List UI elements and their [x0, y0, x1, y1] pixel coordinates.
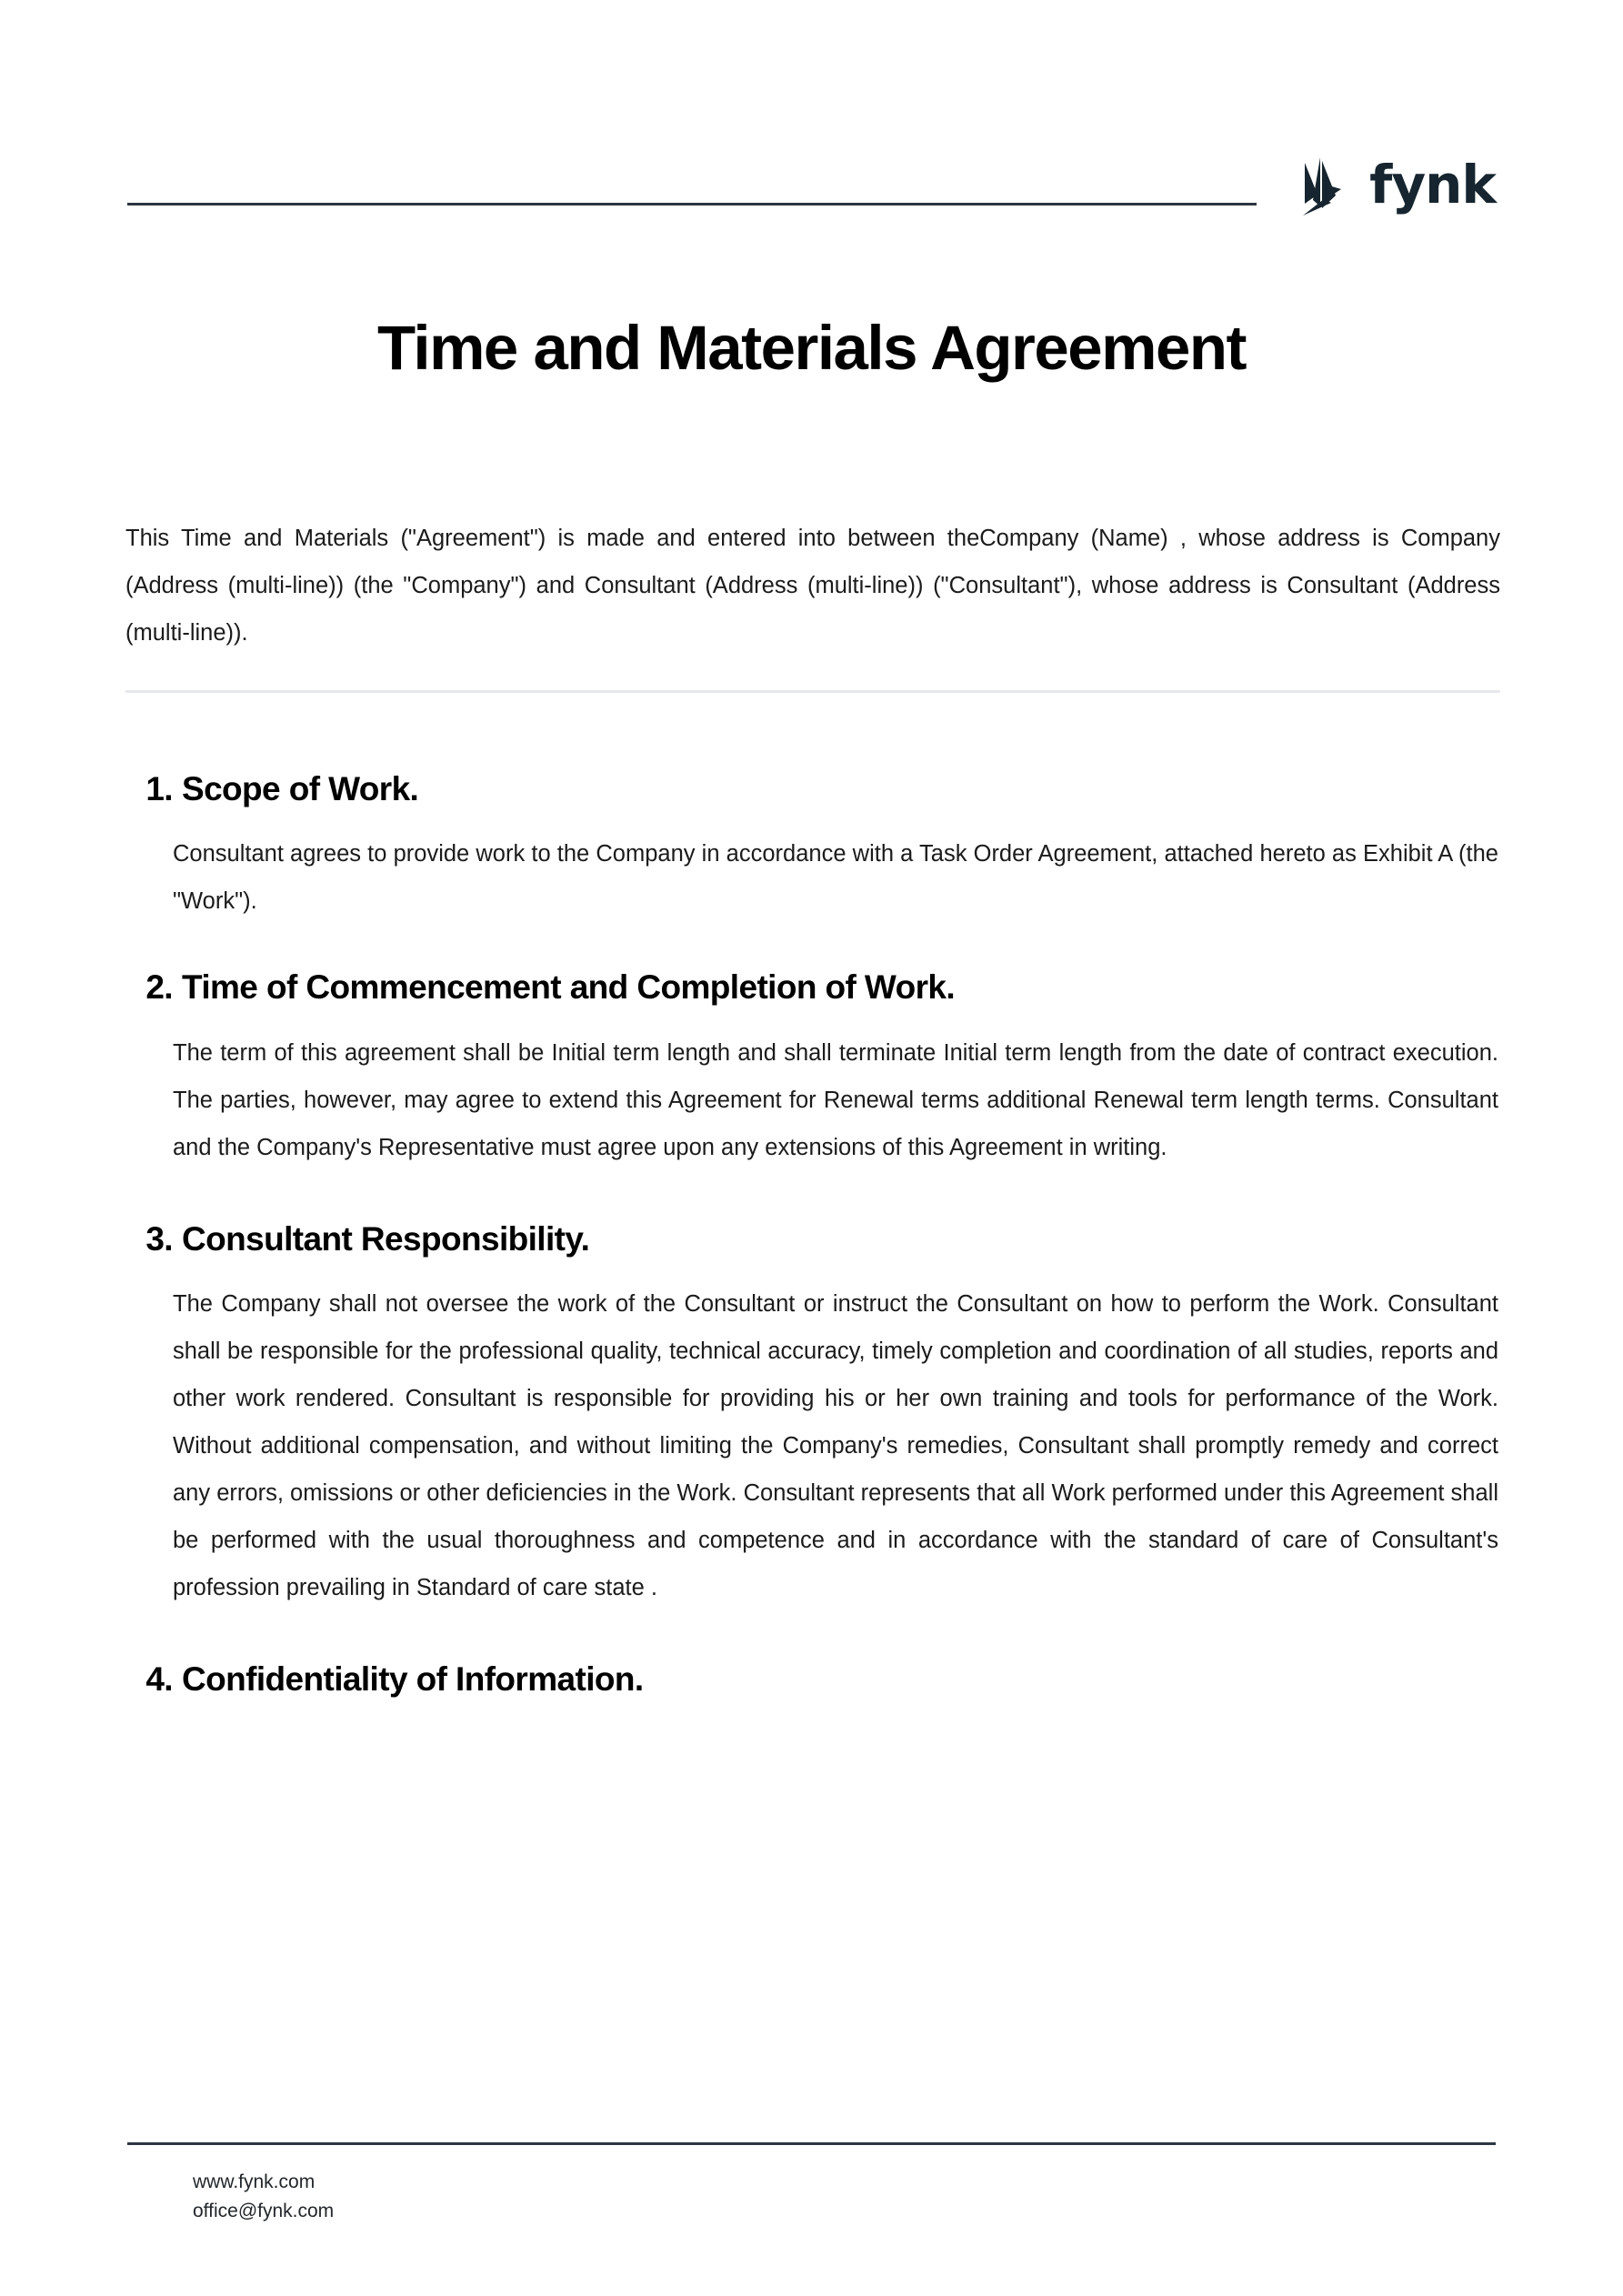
- section-number: 3.: [145, 1219, 173, 1258]
- section-confidentiality-of-information: [0, 1659, 1623, 1700]
- brand-logo: [1293, 152, 1496, 221]
- section-title: Scope of Work.: [182, 770, 419, 807]
- section-spacer: [0, 925, 1623, 967]
- footer-website: www.fynk.com: [193, 2171, 316, 2192]
- header-divider: [127, 203, 1257, 206]
- section-body: The Company shall not oversee the work of the Consultant or instruct the Consultant on how to perform the Work. Consultant shall be responsible for the professional quality, technical accuracy, timely completion and coordination of all studies, reports and other work rendered. Consultant is responsible for providing his or her own training and tools for performance of the Work. Without additional compensation, and without limiting the Company's remedies, Consultant shall promptly remedy and correct any errors, omissions or other deficiencies in the Work. Consultant represents that all Work performed under this Agreement shall be performed with the usual thoroughness and competence and in accordance with the standard of care of Consultant's profession prevailing in Standard of care state .: [173, 1290, 1498, 1600]
- section-number: 1.: [145, 770, 173, 807]
- section-title: Confidentiality of Information.: [182, 1659, 644, 1698]
- page-title: Time and Materials Agreement: [377, 313, 1246, 383]
- section-body: The term of this agreement shall be Initial term length and shall terminate Initial term length from the date of contract execution. The parties, however, may agree to extend this Agreement for Renewal terms additional Renewal term length terms. Consultant and the Company's Representative must agree upon any extensions of this Agreement in writing.: [173, 1039, 1498, 1160]
- section-number: 2.: [145, 968, 173, 1007]
- section-body: Consultant agrees to provide work to the Company in accordance with a Task Order Agreement, attached hereto as Exhibit A (the "Work").: [173, 841, 1498, 915]
- section-number: 4.: [145, 1659, 173, 1698]
- section-heading: [0, 768, 1623, 810]
- footer-email: office@fynk.com: [193, 2201, 335, 2221]
- intro-paragraph: This Time and Materials ("Agreement") is made and entered into between theCompany (Name) , whose address is Company (Address (multi-line)) (the "Company") and Consultant (Address (multi-line)) ("Consultant"), whose address is Consultant (Address (multi-line)).: [125, 526, 1500, 646]
- section-spacer: [0, 1171, 1623, 1218]
- section-heading: [0, 1218, 1623, 1260]
- section-heading: [0, 1659, 1623, 1700]
- section-scope-of-work: [0, 768, 1623, 925]
- page-header: [127, 145, 1496, 227]
- page-footer: [193, 2168, 334, 2226]
- section-heading: [0, 967, 1623, 1008]
- section-spacer: [0, 1611, 1623, 1659]
- section-title: Time of Commencement and Completion of Work.: [182, 968, 956, 1007]
- section-title: Consultant Responsibility.: [182, 1219, 590, 1258]
- origami-bird-icon: [1293, 152, 1358, 221]
- section-time-of-commencement: [0, 967, 1623, 1170]
- sections-list: [0, 768, 1623, 1700]
- section-consultant-responsibility: [0, 1218, 1623, 1611]
- brand-wordmark: fynk: [1369, 154, 1496, 216]
- intro-divider: [125, 690, 1500, 693]
- footer-divider: [127, 2142, 1496, 2145]
